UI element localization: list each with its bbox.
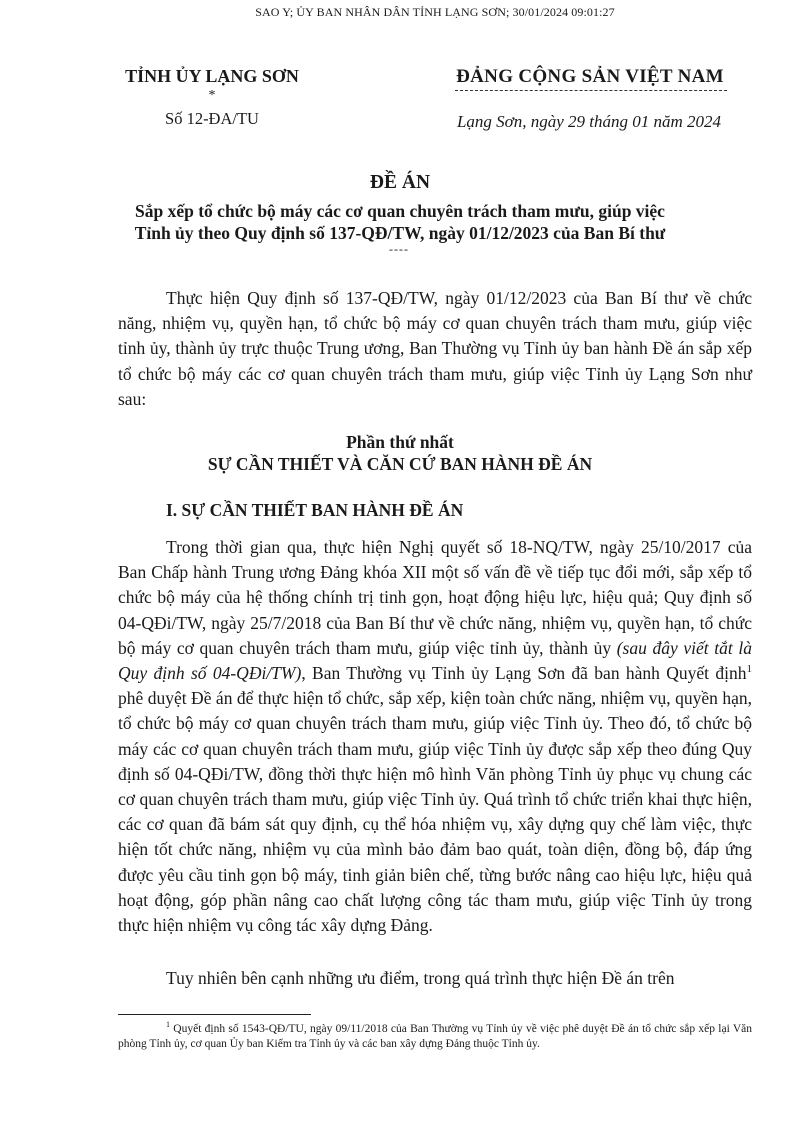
subtitle-line-2: Tỉnh ủy theo Quy định số 137-QĐ/TW, ngày 01/12/2023 của Ban Bí thư [134, 223, 666, 243]
document-subtitle [100, 200, 700, 244]
digital-copy-stamp: SAO Y; ỦY BAN NHÂN DÂN TỈNH LẠNG SƠN; 30/01/2024 09:01:27 [255, 5, 615, 19]
footnote-reference[interactable]: 1 [746, 663, 752, 676]
body-paragraph-2: Tuy nhiên bên cạnh những ưu điểm, trong quá trình thực hiện Đề án trên [166, 968, 675, 988]
issuing-organization: TỈNH ỦY LẠNG SƠN [125, 66, 299, 86]
section-heading: I. SỰ CẦN THIẾT BAN HÀNH ĐỀ ÁN [166, 500, 464, 520]
star-mark: * [208, 88, 216, 103]
document-title: ĐỀ ÁN [369, 172, 431, 193]
footnote-number: 1 [166, 1020, 170, 1030]
party-underline [455, 90, 727, 91]
paragraph-text-a: Trong thời gian qua, thực hiện Nghị quyết số 18-NQ/TW, ngày 25/10/2017 của Ban Chấp hành Trung ương Đảng khóa XII một số vấn đề về tiếp tục đổi mới, sắp xếp tổ chức bộ máy của hệ thống chính trị tinh gọn, hoạt động hiệu lực, hiệu quả; Quy định số 04-QĐi/TW, ngày 25/7/2018 của Ban Bí thư về chức năng, nhiệm vụ, quyền hạn, tổ chức bộ máy cơ quan chuyên trách tham mưu, giúp việc tỉnh ủy, thành ủy [118, 537, 752, 658]
paragraph-text-c: phê duyệt Đề án để thực hiện tổ chức, sắp xếp, kiện toàn chức năng, nhiệm vụ, quyền hạn, tổ chức bộ máy cơ quan chuyên trách tham mưu, giúp việc Tỉnh ủy. Theo đó, tổ chức bộ máy các cơ quan chuyên trách tham mưu, giúp việc Tỉnh ủy được sắp xếp theo đúng Quy định số 04-QĐi/TW, đồng thời thực hiện mô hình Văn phòng Tỉnh ủy phục vụ chung các cơ quan chuyên trách tham mưu, giúp việc Tỉnh ủy. Quá trình tổ chức triển khai thực hiện, các cơ quan đã bám sát quy định, cụ thể hóa nhiệm vụ, xây dựng quy chế làm việc, thực hiện tốt chức năng, nhiệm vụ của mình bảo đảm bao quát, toàn diện, đồng bộ, đáp ứng được yêu cầu tinh gọn bộ máy, tinh giản biên chế, từng bước nâng cao hiệu lực, hiệu quả hoạt động, góp phần nâng cao chất lượng công tác tham mưu, giúp việc Tỉnh ủy trong thực hiện nhiệm vụ công tác xây dựng Đảng. [118, 688, 752, 936]
party-name: ĐẢNG CỘNG SẢN VIỆT NAM [456, 66, 724, 87]
footnote-text: Quyết định số 1543-QĐ/TU, ngày 09/11/2018 của Ban Thường vụ Tỉnh ủy về việc phê duyệt Đề án tổ chức sắp xếp lại Văn phòng Tỉnh ủy, cơ quan Ủy ban Kiểm tra Tỉnh ủy và các ban xây dựng Đảng thuộc Tỉnh ủy. [118, 1023, 752, 1050]
subtitle-line-1: Sắp xếp tổ chức bộ máy các cơ quan chuyên trách tham mưu, giúp việc [135, 201, 665, 221]
paragraph-text-b: , Ban Thường vụ Tỉnh ủy Lạng Sơn đã ban hành Quyết định [301, 663, 747, 684]
paragraph-italic-note: (sau đây viết tắt là Quy định số 04-QĐi/TW) [118, 637, 752, 684]
part-label: Phần thứ nhất [346, 432, 454, 452]
document-number: Số 12-ĐA/TU [165, 109, 259, 128]
intro-paragraph: Thực hiện Quy định số 137-QĐ/TW, ngày 01/12/2023 của Ban Bí thư về chức năng, nhiệm vụ, quyền hạn, tổ chức bộ máy cơ quan chuyên trách tham mưu, giúp việc tỉnh ủy, thành ủy trực thuộc Trung ương, Ban Thường vụ Tỉnh ủy ban hành Đề án sắp xếp tổ chức bộ máy các cơ quan chuyên trách tham mưu, giúp việc Tỉnh ủy Lạng Sơn như sau: [118, 288, 752, 409]
body-paragraph [118, 535, 752, 938]
title-separator: ---- [389, 242, 409, 256]
footnote [118, 1022, 752, 1052]
part-title: SỰ CẦN THIẾT VÀ CĂN CỨ BAN HÀNH ĐỀ ÁN [207, 454, 593, 474]
place-date: Lạng Sơn, ngày 29 tháng 01 năm 2024 [456, 112, 722, 131]
footnote-divider [118, 1014, 311, 1015]
